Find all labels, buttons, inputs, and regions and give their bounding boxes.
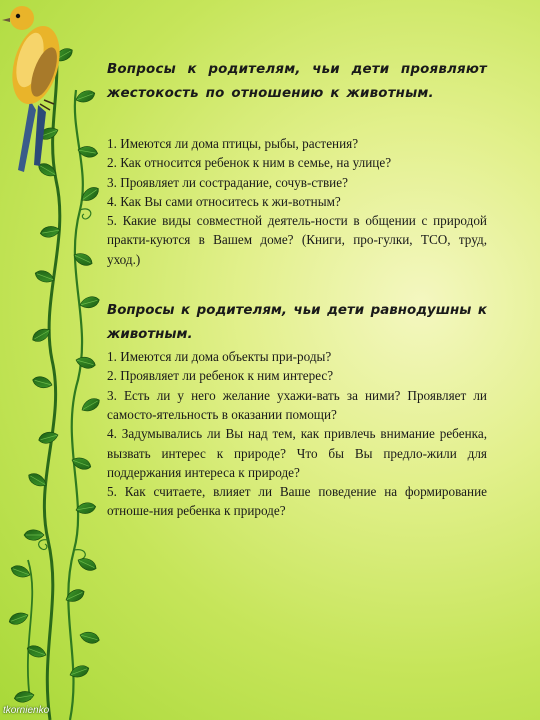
section2-heading: Вопросы к родителям, чьи дети равнодушны к животным. bbox=[107, 303, 487, 343]
list-item: 4. Задумывались ли Вы над тем, как привлечь внимание ребенка, вызвать интерес к природе? Что бы Вы предло-жили для поддержания интереса к природе? bbox=[107, 426, 487, 480]
list-item: 1. Имеются ли дома объекты при-роды? bbox=[107, 349, 332, 365]
list-item: 3. Есть ли у него желание ухажи-вать за ними? Проявляет ли самосто-ятельность в оказании помощи? bbox=[107, 387, 487, 422]
section1-question-list bbox=[107, 134, 487, 269]
author-watermark: tkornienko bbox=[3, 705, 50, 716]
section1-heading: Вопросы к родителям, чьи дети проявляют жестокость по отношению к животным. bbox=[107, 62, 487, 101]
list-item: 1. Имеются ли дома птицы, рыбы, растения? bbox=[107, 136, 359, 151]
list-item: 3. Проявляет ли сострадание, сочув-ствие? bbox=[107, 174, 348, 190]
list-item: 2. Проявляет ли ребенок к ним интерес? bbox=[107, 368, 334, 384]
list-item: 4. Как Вы сами относитесь к жи-вотным? bbox=[107, 193, 341, 209]
section2-question-list bbox=[107, 347, 487, 521]
document-content bbox=[107, 58, 487, 521]
bird-illustration bbox=[2, 6, 68, 172]
list-item: 5. Как считаете, влияет ли Ваше поведение на формирование отноше-ния ребенка к природе? bbox=[107, 484, 487, 519]
list-item: 5. Какие виды совместной деятель-ности в общении с природой практи-куются в Вашем доме? (Книги, про-гулки, ТСО, труд, уход.) bbox=[107, 213, 487, 267]
list-item: 2. Как относится ребенок к ним в семье, на улице? bbox=[107, 155, 392, 171]
vine-decoration bbox=[0, 0, 115, 720]
